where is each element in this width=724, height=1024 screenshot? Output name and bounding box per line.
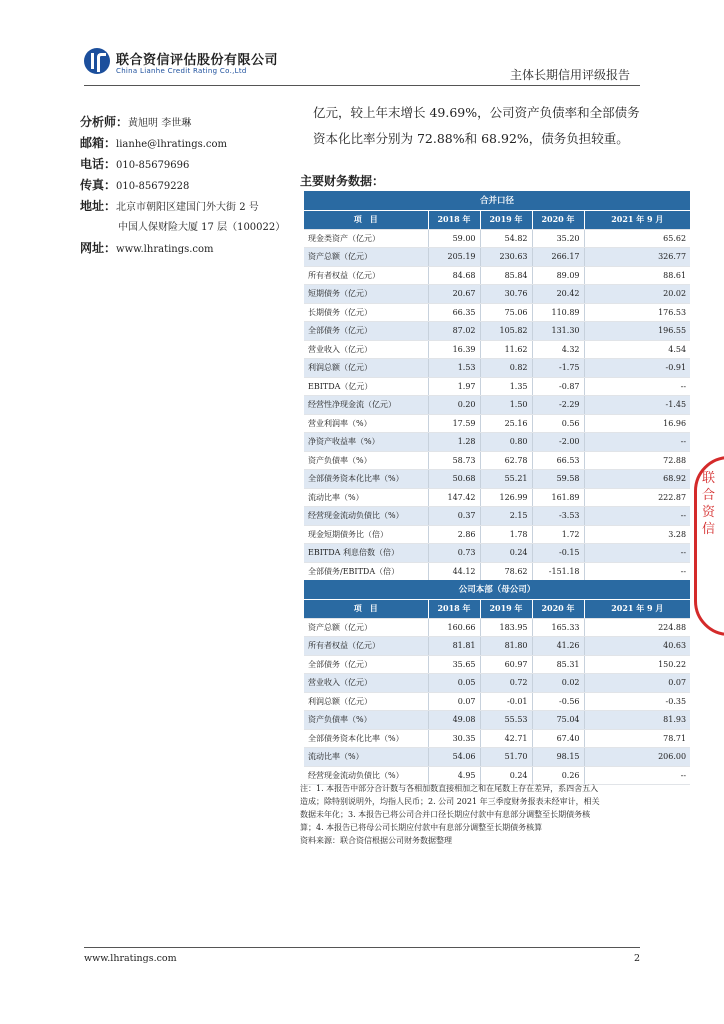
value-cell: -2.00 (532, 433, 584, 452)
value-cell: 1.78 (480, 525, 532, 544)
value-cell: 58.73 (428, 451, 480, 470)
value-cell: 0.72 (480, 674, 532, 693)
value-cell: 0.82 (480, 359, 532, 378)
address-label: 地址： (80, 199, 117, 213)
column-header-period: 2020 年 (532, 599, 584, 618)
value-cell: 85.84 (480, 266, 532, 285)
value-cell: 17.59 (428, 414, 480, 433)
value-cell: 161.89 (532, 488, 584, 507)
row-label-cell: 所有者权益（亿元） (304, 266, 428, 285)
value-cell: 0.24 (480, 766, 532, 785)
value-cell: 0.56 (532, 414, 584, 433)
table-row (304, 322, 690, 341)
value-cell: 16.39 (428, 340, 480, 359)
company-name-en: China Lianhe Credit Rating Co.,Ltd (116, 67, 247, 75)
table-row (304, 655, 690, 674)
value-cell: 0.73 (428, 544, 480, 563)
paragraph-line2: 资本化比率分别为 72.88%和 68.92%，债务负担较重。 (313, 131, 629, 146)
value-cell: -0.01 (480, 692, 532, 711)
value-cell: 105.82 (480, 322, 532, 341)
table-row (304, 637, 690, 656)
note-line: 注：1. 本报告中部分合计数与各相加数直接相加之和在尾数上存在差异，系四舍五入 (300, 784, 599, 793)
address-line2: 中国人保财险大厦 17 层（100022） (118, 222, 286, 233)
note-line: 数据未年化；3. 本报告已将公司合并口径长期应付款中有息部分调整至长期债务核 (300, 810, 591, 819)
row-label-cell: 资产负债率（%） (304, 711, 428, 730)
section-title: 主要财务数据： (300, 174, 385, 188)
value-cell: 68.92 (584, 470, 690, 489)
value-cell: 55.21 (480, 470, 532, 489)
value-cell: 4.95 (428, 766, 480, 785)
table-row (304, 470, 690, 489)
table-row (304, 433, 690, 452)
table-row (304, 692, 690, 711)
value-cell: 41.26 (532, 637, 584, 656)
value-cell: 65.62 (584, 229, 690, 248)
row-label-cell: 所有者权益（亿元） (304, 637, 428, 656)
row-label-cell: 利润总额（亿元） (304, 359, 428, 378)
value-cell: 1.28 (428, 433, 480, 452)
value-cell: 0.07 (428, 692, 480, 711)
value-cell: 4.54 (584, 340, 690, 359)
table-banner: 公司本部（母公司） (304, 580, 690, 599)
value-cell: 0.26 (532, 766, 584, 785)
value-cell: 44.12 (428, 562, 480, 581)
value-cell: 110.89 (532, 303, 584, 322)
row-label-cell: 现金短期债务比（倍） (304, 525, 428, 544)
value-cell: 30.76 (480, 285, 532, 304)
fax-value: 010-85679228 (116, 181, 190, 192)
analyst-names: 黄旭明 李世琳 (128, 118, 192, 129)
value-cell: 59.00 (428, 229, 480, 248)
value-cell: -- (584, 433, 690, 452)
value-cell: 85.31 (532, 655, 584, 674)
value-cell: 0.02 (532, 674, 584, 693)
table-row (304, 507, 690, 526)
value-cell: -3.53 (532, 507, 584, 526)
value-cell: 66.35 (428, 303, 480, 322)
contact-info (80, 112, 300, 259)
row-label-cell: 营业收入（亿元） (304, 340, 428, 359)
data-source: 资料来源：联合资信根据公司财务数据整理 (300, 836, 452, 845)
value-cell: 176.53 (584, 303, 690, 322)
value-cell: -0.87 (532, 377, 584, 396)
value-cell: -0.15 (532, 544, 584, 563)
value-cell: 54.06 (428, 748, 480, 767)
seal-text: 联合资信 (702, 471, 716, 537)
value-cell: 75.06 (480, 303, 532, 322)
address-line1: 北京市朝阳区建国门外大街 2 号 (116, 202, 259, 213)
column-header-period: 2021 年 9 月 (584, 599, 690, 618)
value-cell: 40.63 (584, 637, 690, 656)
table-row (304, 340, 690, 359)
note-line: 造成；除特别说明外，均指人民币；2. 公司 2021 年三季度财务报表未经审计，相关 (300, 797, 600, 806)
value-cell: 98.15 (532, 748, 584, 767)
value-cell: 55.53 (480, 711, 532, 730)
row-label-cell: 流动比率（%） (304, 748, 428, 767)
value-cell: -1.75 (532, 359, 584, 378)
parent-company-financial-table (304, 580, 690, 785)
table-row (304, 618, 690, 637)
page-header (84, 44, 640, 86)
value-cell: 2.86 (428, 525, 480, 544)
value-cell: 67.40 (532, 729, 584, 748)
column-header-period: 2018 年 (428, 599, 480, 618)
value-cell: 30.35 (428, 729, 480, 748)
web-label: 网址： (80, 241, 117, 255)
table-row (304, 451, 690, 470)
note-line: 算；4. 本报告已将母公司长期应付款中有息部分调整至长期债务核算 (300, 823, 543, 832)
row-label-cell: EBITDA（亿元） (304, 377, 428, 396)
value-cell: 20.02 (584, 285, 690, 304)
row-label-cell: 利润总额（亿元） (304, 692, 428, 711)
page-footer (84, 947, 640, 977)
table-header-row (304, 210, 690, 229)
value-cell: -- (584, 766, 690, 785)
table-row (304, 488, 690, 507)
value-cell: 89.09 (532, 266, 584, 285)
footer-url: www.lhratings.com (84, 953, 177, 964)
value-cell: 49.08 (428, 711, 480, 730)
row-label-cell: 营业收入（亿元） (304, 674, 428, 693)
phone-label: 电话： (80, 157, 117, 171)
row-label-cell: 流动比率（%） (304, 488, 428, 507)
row-label-cell: 净资产收益率（%） (304, 433, 428, 452)
value-cell: 4.32 (532, 340, 584, 359)
email-row (80, 133, 300, 154)
value-cell: 1.53 (428, 359, 480, 378)
row-label-cell: 全部债务/EBITDA（倍） (304, 562, 428, 581)
value-cell: 0.37 (428, 507, 480, 526)
value-cell: 222.87 (584, 488, 690, 507)
value-cell: 16.96 (584, 414, 690, 433)
value-cell: 131.30 (532, 322, 584, 341)
table-notes (300, 782, 640, 847)
consolidated-financial-table (304, 191, 690, 581)
paragraph-line1: 亿元，较上年末增长 49.69%，公司资产负债率和全部债务 (313, 105, 640, 120)
table-header-row (304, 599, 690, 618)
value-cell: -0.35 (584, 692, 690, 711)
web-row (80, 238, 300, 259)
value-cell: 35.20 (532, 229, 584, 248)
row-label-cell: 资产总额（亿元） (304, 248, 428, 267)
value-cell: 0.05 (428, 674, 480, 693)
value-cell: 0.07 (584, 674, 690, 693)
table-row (304, 674, 690, 693)
value-cell: 0.80 (480, 433, 532, 452)
column-header-item: 项 目 (304, 599, 428, 618)
value-cell: 11.62 (480, 340, 532, 359)
report-type: 主体长期信用评级报告 (509, 68, 630, 82)
column-header-period: 2020 年 (532, 210, 584, 229)
value-cell: 78.71 (584, 729, 690, 748)
value-cell: 230.63 (480, 248, 532, 267)
analyst-row (80, 112, 300, 133)
row-label-cell: 全部债务资本化比率（%） (304, 729, 428, 748)
value-cell: 35.65 (428, 655, 480, 674)
value-cell: 78.62 (480, 562, 532, 581)
value-cell: 0.20 (428, 396, 480, 415)
value-cell: -0.56 (532, 692, 584, 711)
address-row (80, 196, 300, 217)
table-row (304, 544, 690, 563)
value-cell: 81.80 (480, 637, 532, 656)
value-cell: -0.91 (584, 359, 690, 378)
value-cell: 72.88 (584, 451, 690, 470)
email-label: 邮箱： (80, 136, 117, 150)
table-row (304, 562, 690, 581)
row-label-cell: 经营现金流动负债比（%） (304, 766, 428, 785)
table-row (304, 525, 690, 544)
value-cell: 165.33 (532, 618, 584, 637)
value-cell: 81.93 (584, 711, 690, 730)
phone-row (80, 154, 300, 175)
value-cell: 1.97 (428, 377, 480, 396)
value-cell: 1.35 (480, 377, 532, 396)
table-row (304, 396, 690, 415)
value-cell: 50.68 (428, 470, 480, 489)
value-cell: -- (584, 544, 690, 563)
value-cell: -- (584, 562, 690, 581)
web-value: www.lhratings.com (116, 244, 214, 255)
value-cell: 84.68 (428, 266, 480, 285)
value-cell: 87.02 (428, 322, 480, 341)
table-row (304, 359, 690, 378)
value-cell: 196.55 (584, 322, 690, 341)
email-value: lianhe@lhratings.com (116, 139, 228, 150)
value-cell: 147.42 (428, 488, 480, 507)
table-row (304, 303, 690, 322)
value-cell: 1.72 (532, 525, 584, 544)
column-header-period: 2019 年 (480, 599, 532, 618)
table-row (304, 266, 690, 285)
column-header-period: 2018 年 (428, 210, 480, 229)
value-cell: 81.81 (428, 637, 480, 656)
value-cell: -2.29 (532, 396, 584, 415)
value-cell: 42.71 (480, 729, 532, 748)
value-cell: 51.70 (480, 748, 532, 767)
fax-label: 传真： (80, 178, 117, 192)
body-paragraph (313, 100, 643, 152)
table-row (304, 748, 690, 767)
row-label-cell: 长期债务（亿元） (304, 303, 428, 322)
value-cell: 160.66 (428, 618, 480, 637)
table-row (304, 248, 690, 267)
value-cell: 150.22 (584, 655, 690, 674)
analyst-label: 分析师： (80, 115, 129, 129)
value-cell: 20.42 (532, 285, 584, 304)
table-row (304, 729, 690, 748)
value-cell: 66.53 (532, 451, 584, 470)
row-label-cell: 现金类资产（亿元） (304, 229, 428, 248)
value-cell: 224.88 (584, 618, 690, 637)
value-cell: 54.82 (480, 229, 532, 248)
value-cell: 20.67 (428, 285, 480, 304)
row-label-cell: 经营现金流动负债比（%） (304, 507, 428, 526)
page-number: 2 (633, 953, 640, 964)
value-cell: 266.17 (532, 248, 584, 267)
table-row (304, 229, 690, 248)
value-cell: 326.77 (584, 248, 690, 267)
row-label-cell: 营业利润率（%） (304, 414, 428, 433)
value-cell: 206.00 (584, 748, 690, 767)
value-cell: 126.99 (480, 488, 532, 507)
value-cell: -- (584, 377, 690, 396)
company-logo-icon (84, 48, 110, 74)
value-cell: 60.97 (480, 655, 532, 674)
value-cell: 1.50 (480, 396, 532, 415)
value-cell: 0.24 (480, 544, 532, 563)
row-label-cell: 全部债务（亿元） (304, 322, 428, 341)
column-header-item: 项 目 (304, 210, 428, 229)
row-label-cell: 经营性净现金流（亿元） (304, 396, 428, 415)
phone-value: 010-85679696 (116, 160, 190, 171)
value-cell: 183.95 (480, 618, 532, 637)
value-cell: 205.19 (428, 248, 480, 267)
value-cell: 62.78 (480, 451, 532, 470)
value-cell: 75.04 (532, 711, 584, 730)
column-header-period: 2021 年 9 月 (584, 210, 690, 229)
row-label-cell: EBITDA 利息倍数（倍） (304, 544, 428, 563)
row-label-cell: 短期债务（亿元） (304, 285, 428, 304)
value-cell: -- (584, 507, 690, 526)
row-label-cell: 全部债务（亿元） (304, 655, 428, 674)
fax-row (80, 175, 300, 196)
table-banner: 合并口径 (304, 191, 690, 210)
column-header-period: 2019 年 (480, 210, 532, 229)
value-cell: 2.15 (480, 507, 532, 526)
value-cell: -1.45 (584, 396, 690, 415)
value-cell: -151.18 (532, 562, 584, 581)
table-row (304, 285, 690, 304)
table-row (304, 377, 690, 396)
value-cell: 3.28 (584, 525, 690, 544)
company-name-cn: 联合资信评估股份有限公司 (116, 53, 279, 68)
value-cell: 25.16 (480, 414, 532, 433)
value-cell: 88.61 (584, 266, 690, 285)
table-row (304, 414, 690, 433)
row-label-cell: 全部债务资本化比率（%） (304, 470, 428, 489)
row-label-cell: 资产负债率（%） (304, 451, 428, 470)
table-row (304, 711, 690, 730)
value-cell: 59.58 (532, 470, 584, 489)
row-label-cell: 资产总额（亿元） (304, 618, 428, 637)
